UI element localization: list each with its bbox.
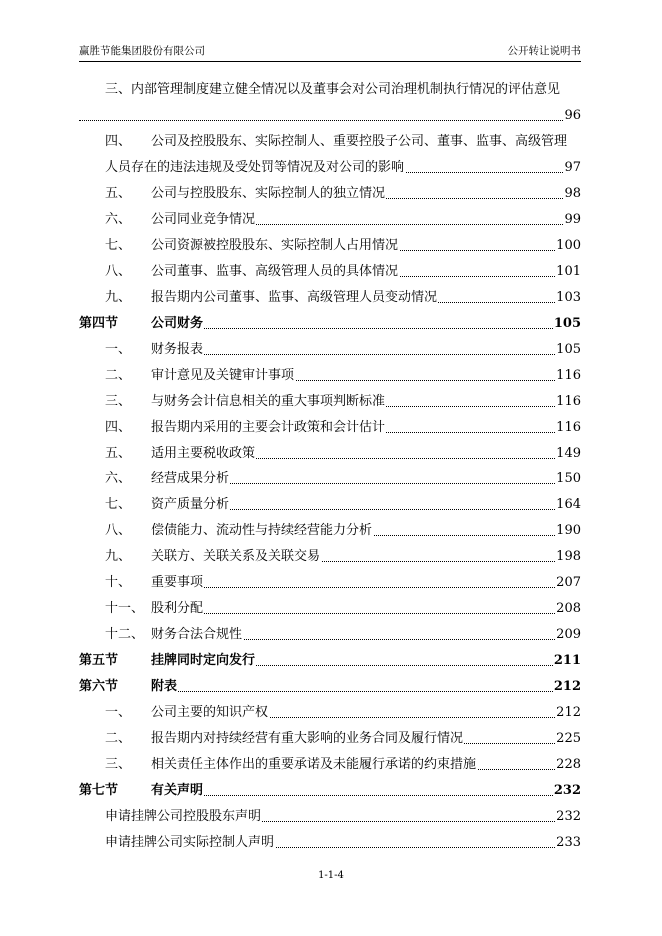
toc-entry-number: 九、 xyxy=(105,549,132,565)
toc-entry-title: 关联方、关联关系及关联交易 xyxy=(151,547,321,567)
toc-leader xyxy=(79,120,567,121)
toc-entry[interactable] xyxy=(79,288,581,308)
toc-page-number: 116 xyxy=(555,418,581,438)
toc-entry-number: 七、 xyxy=(105,497,132,513)
toc-entry[interactable] xyxy=(79,807,581,827)
toc-page-number: 190 xyxy=(555,521,581,541)
toc-page-number: 97 xyxy=(563,158,581,178)
toc-entry[interactable] xyxy=(79,729,581,749)
toc-entry-title: 公司主要的知识产权 xyxy=(151,703,269,723)
toc-entry-number: 四、 xyxy=(105,419,132,435)
toc-entry-title: 申请挂牌公司实际控制人声明 xyxy=(105,833,275,853)
toc-entry[interactable] xyxy=(79,366,581,386)
toc-entry-title: 资产质量分析 xyxy=(151,495,230,515)
toc-entry-continuation[interactable] xyxy=(79,106,581,126)
toc-entry-number: 一、 xyxy=(105,341,132,357)
toc-entry-title: 与财务会计信息相关的重大事项判断标准 xyxy=(151,392,386,412)
toc-entry[interactable] xyxy=(79,80,581,100)
toc-leader xyxy=(151,691,567,692)
toc-page-number: 232 xyxy=(553,781,581,801)
toc-entry-number: 三、 xyxy=(105,393,132,409)
toc-page-number: 209 xyxy=(555,625,581,645)
toc-page-number: 116 xyxy=(555,392,581,412)
toc-page-number: 116 xyxy=(555,366,581,386)
toc-entry-title: 适用主要税收政策 xyxy=(151,444,256,464)
toc-page-number: 98 xyxy=(563,184,581,204)
toc-entry-title: 三、内部管理制度建立健全情况以及董事会对公司治理机制执行情况的评估意见 xyxy=(105,82,561,97)
toc-entry[interactable] xyxy=(79,573,581,593)
toc-page-number: 149 xyxy=(555,444,581,464)
toc-entry-number: 五、 xyxy=(105,445,132,461)
toc-entry-title: 偿债能力、流动性与持续经营能力分析 xyxy=(151,521,373,541)
toc-entry-title: 相关责任主体作出的重要承诺及未能履行承诺的约束措施 xyxy=(151,755,477,775)
toc-entry-number: 十二、 xyxy=(105,627,145,643)
toc-entry[interactable] xyxy=(79,418,581,438)
toc-page-number: 96 xyxy=(563,106,581,126)
toc-entry-title: 公司资源被控股股东、实际控制人占用情况 xyxy=(151,236,399,256)
toc-entry-title: 有关声明 xyxy=(151,781,204,801)
toc-entry[interactable] xyxy=(79,833,581,853)
toc-entry[interactable] xyxy=(79,236,581,256)
toc-page-number: 150 xyxy=(555,469,581,489)
toc-entry-title: 财务报表 xyxy=(151,340,204,360)
toc-page-number: 211 xyxy=(553,651,581,671)
toc-section-entry[interactable] xyxy=(79,677,581,697)
toc-leader xyxy=(151,354,567,355)
toc-entry-number: 二、 xyxy=(105,367,132,383)
toc-entry-number: 六、 xyxy=(105,211,132,227)
toc-entry-title: 审计意见及关键审计事项 xyxy=(151,366,295,386)
toc-entry[interactable] xyxy=(79,599,581,619)
toc-page-number: 105 xyxy=(555,340,581,360)
toc-entry[interactable] xyxy=(79,703,581,723)
toc-entry[interactable] xyxy=(79,547,581,567)
toc-page-number: 228 xyxy=(555,755,581,775)
toc-page-number: 103 xyxy=(555,288,581,308)
toc-entry[interactable] xyxy=(79,392,581,412)
toc-entry-title: 公司与控股股东、实际控制人的独立情况 xyxy=(151,184,386,204)
toc-entry-number: 第七节 xyxy=(79,782,119,798)
toc-entry-title: 经营成果分析 xyxy=(151,469,230,489)
toc-page-number: 105 xyxy=(553,314,581,334)
toc-leader xyxy=(151,613,567,614)
toc-leader xyxy=(151,795,567,796)
header-document-type: 公开转让说明书 xyxy=(507,45,581,57)
toc-entry-number: 一、 xyxy=(105,705,132,720)
toc-entry-number: 八、 xyxy=(105,263,132,279)
toc-entry-title: 报告期内公司董事、监事、高级管理人员变动情况 xyxy=(151,288,438,308)
toc-page-number: 212 xyxy=(555,703,581,723)
toc-section-entry[interactable] xyxy=(79,651,581,671)
toc-page-number: 99 xyxy=(563,210,581,230)
toc-section-entry[interactable] xyxy=(79,781,581,801)
header-company-name: 赢胜节能集团股份有限公司 xyxy=(79,45,205,57)
toc-page-number: 101 xyxy=(555,262,581,282)
toc-entry-continuation[interactable] xyxy=(79,158,581,178)
toc-section-entry[interactable] xyxy=(79,314,581,334)
toc-entry[interactable] xyxy=(79,521,581,541)
toc-entry-title: 挂牌同时定向发行 xyxy=(151,651,256,671)
toc-leader xyxy=(151,587,567,588)
toc-entry-number: 十一、 xyxy=(105,601,145,617)
toc-entry[interactable] xyxy=(79,444,581,464)
toc-page-number: 233 xyxy=(555,833,581,853)
toc-entry-title: 附表 xyxy=(151,677,178,697)
toc-entry-title: 公司财务 xyxy=(151,314,204,334)
toc-entry-number: 第五节 xyxy=(79,653,119,669)
toc-entry-title: 申请挂牌公司控股股东声明 xyxy=(105,807,262,827)
toc-page-number: 232 xyxy=(555,807,581,827)
page-header xyxy=(79,44,581,60)
toc-entry[interactable] xyxy=(79,340,581,360)
toc-entry-title: 重要事项 xyxy=(151,573,204,593)
toc-entry-number: 九、 xyxy=(105,289,132,305)
toc-page-number: 225 xyxy=(555,729,581,749)
toc-entry-title: 公司及控股股东、实际控制人、重要控股子公司、董事、监事、高级管理 xyxy=(151,134,568,149)
toc-entry[interactable] xyxy=(79,495,581,515)
toc-entry-number: 第四节 xyxy=(79,315,119,331)
page-footer-number: 1-1-4 xyxy=(318,870,344,881)
toc-entry[interactable] xyxy=(79,132,581,152)
toc-entry[interactable] xyxy=(79,210,581,230)
header-divider xyxy=(79,61,581,62)
toc-entry-title: 财务合法合规性 xyxy=(151,625,243,645)
toc-entry-title: 股利分配 xyxy=(151,599,204,619)
toc-page-number: 208 xyxy=(555,599,581,619)
toc-entry-title: 报告期内对持续经营有重大影响的业务合同及履行情况 xyxy=(151,729,464,749)
toc-leader xyxy=(151,328,567,329)
toc-entry[interactable] xyxy=(79,625,581,645)
toc-entry-number: 四、 xyxy=(105,134,132,149)
toc-entry-number: 六、 xyxy=(105,471,132,487)
toc-entry-title: 公司同业竞争情况 xyxy=(151,210,256,230)
toc-entry-number: 第六节 xyxy=(79,679,119,695)
toc-page-number: 164 xyxy=(555,495,581,515)
toc-page-number: 212 xyxy=(553,677,581,697)
toc-entry-number: 十、 xyxy=(105,575,132,591)
toc-entry[interactable] xyxy=(79,469,581,489)
toc-entry-title: 公司董事、监事、高级管理人员的具体情况 xyxy=(151,262,399,282)
toc-entry-title: 人员存在的违法违规及受处罚等情况及对公司的影响 xyxy=(105,158,405,178)
toc-entry-number: 七、 xyxy=(105,237,132,253)
toc-entry-title: 报告期内采用的主要会计政策和会计估计 xyxy=(151,418,386,438)
toc-entry-number: 三、 xyxy=(105,756,132,772)
toc-entry-number: 五、 xyxy=(105,186,132,201)
toc-page-number: 198 xyxy=(555,547,581,567)
toc-entry-number: 二、 xyxy=(105,730,132,746)
toc-page-number: 207 xyxy=(555,573,581,593)
toc-entry[interactable] xyxy=(79,262,581,282)
toc-entry[interactable] xyxy=(79,184,581,204)
toc-page-number: 100 xyxy=(555,236,581,256)
toc-entry-number: 八、 xyxy=(105,523,132,539)
toc-entry[interactable] xyxy=(79,755,581,775)
